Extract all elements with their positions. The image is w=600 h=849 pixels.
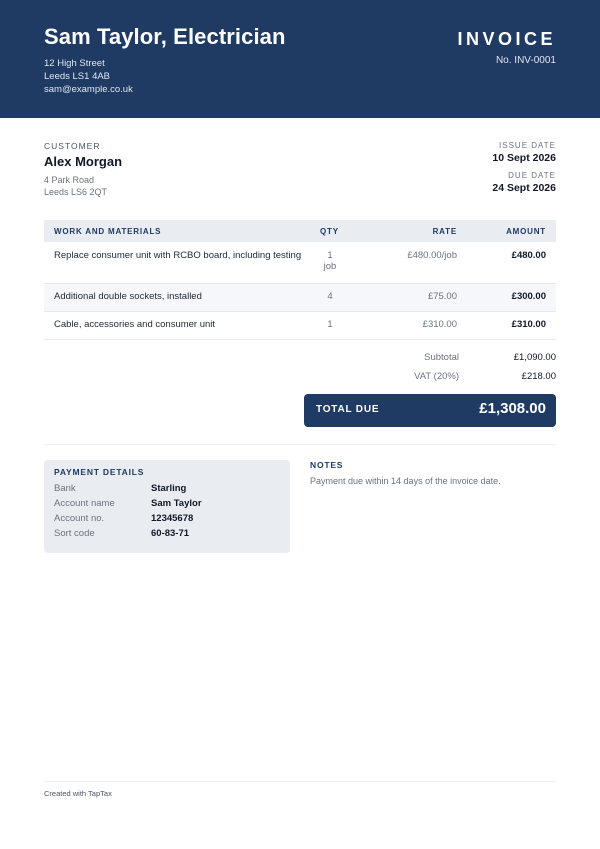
footer-credit: Created with TapTax: [44, 789, 112, 798]
issue-date: 10 Sept 2026: [492, 152, 556, 164]
business-address-line2: Leeds LS1 4AB: [44, 71, 111, 82]
header-rate: RATE: [432, 227, 457, 236]
payment-value: 12345678: [151, 513, 194, 524]
customer-label: CUSTOMER: [44, 141, 101, 151]
row-qty: 1 job: [323, 250, 337, 272]
payment-value: 60-83-71: [151, 528, 190, 539]
row-qty: 4: [327, 291, 333, 302]
header-amount: AMOUNT: [506, 227, 546, 236]
row-description: Cable, accessories and consumer unit: [54, 319, 216, 330]
total-due-box: [304, 394, 556, 427]
header-work-materials: WORK AND MATERIALS: [54, 227, 162, 236]
row-description: Additional double sockets, installed: [54, 291, 202, 302]
row-rate: £310.00: [422, 319, 457, 330]
payment-label: Sort code: [54, 528, 95, 539]
total-due-value: £1,308.00: [479, 400, 546, 417]
invoice-number: No. INV-0001: [495, 55, 556, 66]
customer-address-line2: Leeds LS6 2QT: [44, 187, 108, 197]
notes-title: NOTES: [310, 460, 344, 470]
business-email: sam@example.co.uk: [44, 84, 133, 95]
row-rate: £75.00: [427, 291, 457, 302]
business-name: Sam Taylor, Electrician: [44, 24, 286, 49]
items-table-header: [44, 220, 556, 242]
due-date-label: DUE DATE: [508, 171, 556, 180]
payment-value: Starling: [151, 483, 187, 494]
notes-text: Payment due within 14 days of the invoice date.: [310, 476, 501, 486]
row-amount: £480.00: [511, 250, 546, 261]
row-rate: £480.00/job: [407, 250, 457, 261]
payment-label: Account name: [54, 498, 115, 509]
table-row: [44, 284, 556, 312]
row-qty: 1: [327, 319, 333, 330]
subtotal-value: £1,090.00: [513, 352, 556, 363]
customer-address-line1: 4 Park Road: [44, 175, 95, 185]
invoice-title: INVOICE: [457, 29, 556, 49]
total-due-label: TOTAL DUE: [316, 404, 380, 415]
due-date: 24 Sept 2026: [492, 182, 556, 194]
table-row: [44, 242, 556, 284]
header-qty: QTY: [320, 227, 339, 236]
issue-date-label: ISSUE DATE: [499, 141, 556, 150]
business-address-line1: 12 High Street: [44, 58, 105, 69]
business-address: [44, 57, 133, 96]
row-amount: £300.00: [511, 291, 546, 302]
section-divider: [44, 444, 556, 445]
vat-value: £218.00: [521, 371, 556, 382]
footer-divider: [44, 781, 556, 782]
vat-label: VAT (20%): [414, 371, 459, 382]
subtotal-label: Subtotal: [424, 352, 459, 363]
customer-address: [44, 174, 107, 198]
row-amount: £310.00: [511, 319, 546, 330]
invoice-header: [0, 0, 600, 118]
row-description: Replace consumer unit with RCBO board, including testing: [54, 250, 302, 261]
customer-name: Alex Morgan: [44, 154, 123, 169]
payment-details-title: PAYMENT DETAILS: [54, 467, 145, 477]
payment-value: Sam Taylor: [151, 498, 202, 509]
table-row: [44, 312, 556, 340]
payment-label: Bank: [54, 483, 76, 494]
due-date-block: [492, 171, 556, 194]
payment-details-panel: [44, 460, 290, 553]
payment-label: Account no.: [54, 513, 105, 524]
issue-date-block: [492, 141, 556, 164]
